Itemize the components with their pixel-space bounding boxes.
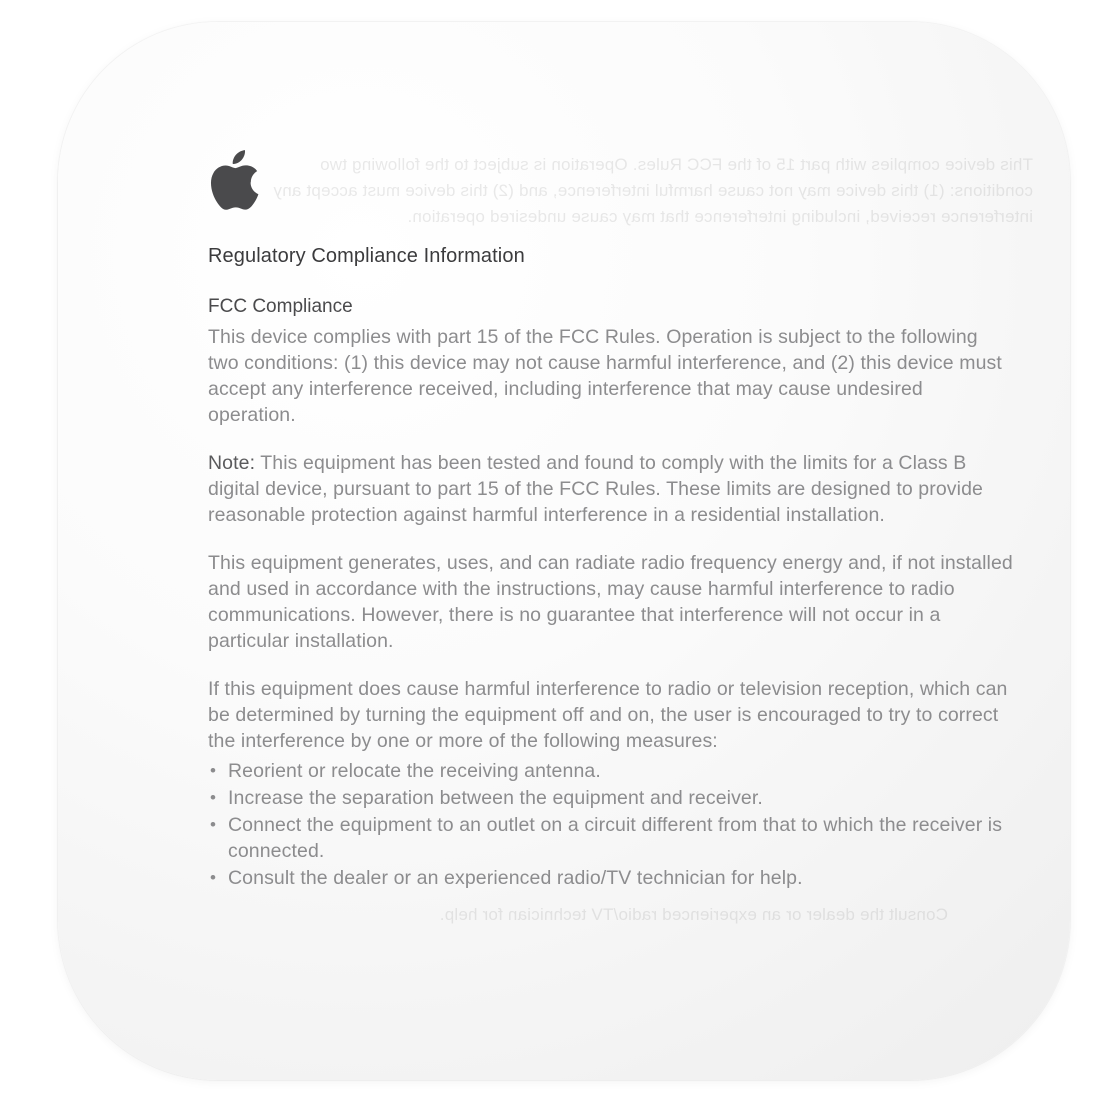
note-lead-label: Note: (208, 452, 256, 474)
paragraph-fcc-compliance: This device complies with part 15 of the FCC Rules. Operation is subject to the following two conditions: (1) this device may not cause harmful interference, and (2) this device must accept any interference received, including interference that may cause undesired operation. (208, 326, 1002, 426)
list-item: • Reorient or relocate the receiving antenna. (208, 758, 1013, 784)
list-item: • Increase the separation between the equipment and receiver. (208, 785, 1013, 811)
note-text: This equipment has been tested and found to comply with the limits for a Class B digital device, pursuant to part 15 of the FCC Rules. These limits are designed to provide reasonable protection against harmful interference in a residential installation. (208, 452, 983, 526)
ghost-bleed-top: This device complies with part 15 of the FCC Rules. Operation is subject to the following two conditions: (1) this device may not cause harmful interference, and (2) this device must accept any interference received, including interference that may cause undesired operation. (268, 155, 1033, 226)
paragraph-interference-remedy: If this equipment does cause harmful interference to radio or television reception, which can be determined by turning the equipment off and on, the user is encouraged to try to correct the interference by one or more of the following measures: (208, 678, 1008, 752)
paragraph-radio-frequency: This equipment generates, uses, and can radiate radio frequency energy and, if not installed and used in accordance with the instructions, may cause harmful interference to radio communications. However, there is no guarantee that interference will not occur in a particular installation. (208, 552, 1013, 652)
compliance-label-card (58, 22, 1070, 1080)
ghost-bleed-bottom: Consult the dealer or an experienced radio/TV technician for help. (439, 905, 948, 924)
page-title: Regulatory Compliance Information (208, 245, 525, 267)
apple-logo-icon (208, 150, 260, 212)
document-content (208, 150, 1013, 892)
measures-list (208, 758, 1013, 891)
list-item: • Connect the equipment to an outlet on a circuit different from that to which the receiver is connected. (208, 812, 1013, 864)
list-item: • Consult the dealer or an experienced radio/TV technician for help. (208, 865, 1013, 891)
section-heading-fcc: FCC Compliance (208, 296, 353, 317)
paragraph-note (208, 450, 1013, 528)
